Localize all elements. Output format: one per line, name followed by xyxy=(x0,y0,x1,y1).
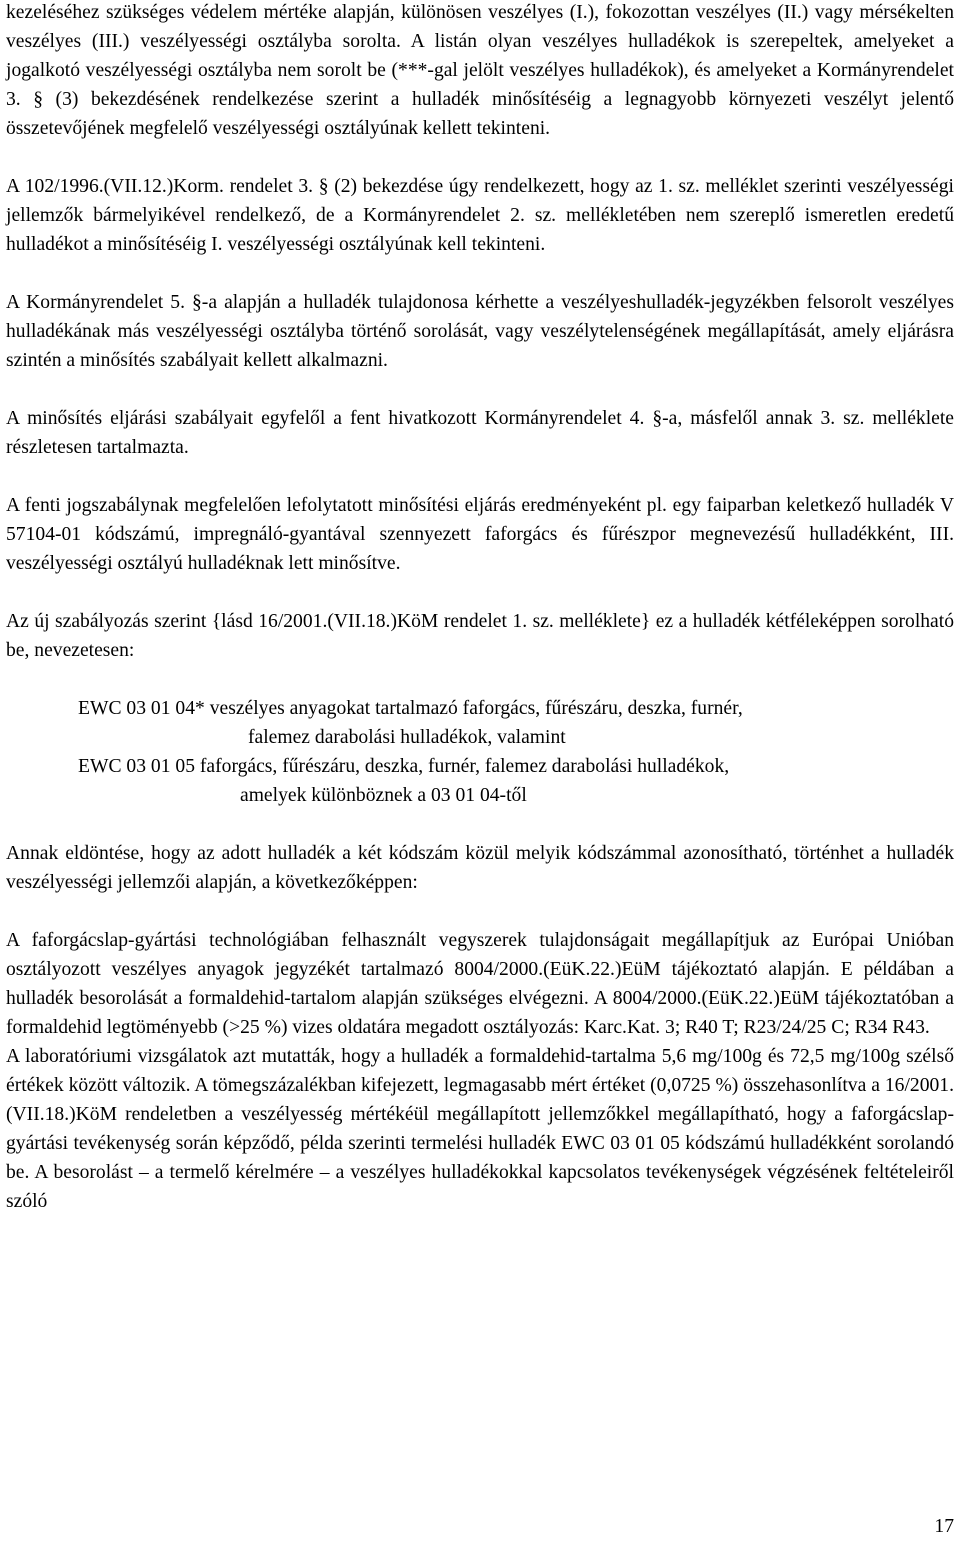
paragraph-gap xyxy=(6,462,954,491)
paragraph-gap xyxy=(6,375,954,404)
paragraph-owner-request: A Kormányrendelet 5. §-a alapján a hulladék tulajdonosa kérhette a veszélyeshulladék-jegyzékben felsorolt veszélyes hulladékának más veszélyességi osztályba történő sorolását, vagy veszélytelenségének megállapítását, amely eljárásra szintén a minősítés szabályait kellett alkalmazni. xyxy=(6,292,954,371)
page-number: 17 xyxy=(934,1516,954,1537)
paragraph-gap xyxy=(6,665,954,694)
paragraph-gap xyxy=(6,259,954,288)
paragraph-lab-results: A laboratóriumi vizsgálatok azt mutatták, hogy a hulladék a formaldehid-tartalma 5,6 mg/100g és 72,5 mg/100g szélső értékek között változik. A tömegszázalékban kifejezett, legmagasabb mért értéket (0,0725 %) összehasonlítva a 16/2001.(VII.18.)KöM rendeletben a veszélyesség mértékéül megállapított jellemzőkkel megállapítható, hogy a faforgácslap-gyártási tevékenység során képződő, példa szerinti termelési hulladék EWC 03 01 05 kódszámú hulladékként sorolandó be. A besorolást – a termelő kérelmére – a veszélyes hulladékokkal kapcsolatos tevékenységek végzésének feltételeiről szóló xyxy=(6,1046,954,1212)
ewc-entry-line: EWC 03 01 05 faforgács, fűrészáru, deszka, furnér, falemez darabolási hulladékok, xyxy=(78,756,730,777)
paragraph-decision-basis: Annak eldöntése, hogy az adott hulladék a két kódszám közül melyik kódszámmal azonosítható, történhet a hulladék veszélyességi jellemzői alapján, a következőképpen: xyxy=(6,843,954,893)
paragraph-unknown-origin-waste: A 102/1996.(VII.12.)Korm. rendelet 3. § (2) bekezdése úgy rendelkezett, hogy az 1. sz. melléklet szerinti veszélyességi jellemzők bármelyikével rendelkező, de a Kormányrendelet 2. sz. mellékletében nem szereplő ismeretlen eredetű hulladékot a minősítéséig I. veszélyességi osztályúnak kell tekinteni. xyxy=(6,176,954,255)
paragraph-gap xyxy=(6,810,954,839)
paragraph-gap xyxy=(6,897,954,926)
paragraph-hazard-classes: kezeléséhez szükséges védelem mértéke alapján, különösen veszélyes (I.), fokozottan veszélyes (II.) vagy mérsékelten veszélyes (III.) veszélyességi osztályba sorolta. A listán olyan veszélyes hulladékok is szerepeltek, amelyeket a jogalkotó veszélyességi osztályba nem sorolt be (***-gal jelölt veszélyes hulladékok), és amelyeket a Kormányrendelet 3. § (3) bekezdésének rendelkezése szerint a hulladék minősítéséig a legnagyobb környezeti veszélyt jelentő összetevőjének megfelelő veszélyességi osztályúnak kellett tekinteni. xyxy=(6,2,954,139)
paragraph-gap xyxy=(6,143,954,172)
ewc-code-list xyxy=(78,694,954,810)
paragraph-chemicals-classification: A faforgácslap-gyártási technológiában felhasznált vegyszerek tulajdonságait megállapítjuk az Európai Unióban osztályozott veszélyes anyagok jegyzékét tartalmazó 8004/2000.(EüK.22.)EüM tájékoztató alapján. E példában a hulladék besorolását a formaldehid-tartalom alapján szükséges elvégezni. A 8004/2000.(EüK.22.)EüM tájékoztatóban a formaldehid legtöményebb (>25 %) vizes oldatára megadott osztályozás: Karc.Kat. 3; R40 T; R23/24/25 C; R34 R43. xyxy=(6,930,954,1038)
paragraph-gap xyxy=(6,578,954,607)
ewc-entry-line: EWC 03 01 04* veszélyes anyagokat tartalmazó faforgács, fűrészáru, deszka, furnér, xyxy=(78,698,743,719)
ewc-entry-030105 xyxy=(78,752,954,810)
document-page xyxy=(6,0,954,1216)
ewc-entry-continuation: falemez darabolási hulladékok, valamint xyxy=(248,727,566,748)
paragraph-new-regulation: Az új szabályozás szerint {lásd 16/2001.(VII.18.)KöM rendelet 1. sz. melléklete} ez a hulladék kétféleképpen sorolható be, nevezetesen: xyxy=(6,611,954,661)
ewc-entry-continuation: amelyek különböznek a 03 01 04-től xyxy=(240,785,527,806)
ewc-entry-030104 xyxy=(78,694,954,752)
paragraph-example-classification: A fenti jogszabálynak megfelelően lefolytatott minősítési eljárás eredményeként pl. egy faiparban keletkező hulladék V 57104-01 kódszámú, impregnáló-gyantával szennyezett faforgács és fűrészpor megnevezésű hulladékként, III. veszélyességi osztályú hulladéknak lett minősítve. xyxy=(6,495,954,574)
paragraph-procedure-rules: A minősítés eljárási szabályait egyfelől a fent hivatkozott Kormányrendelet 4. §-a, másfelől annak 3. sz. melléklete részletesen tartalmazta. xyxy=(6,408,954,458)
